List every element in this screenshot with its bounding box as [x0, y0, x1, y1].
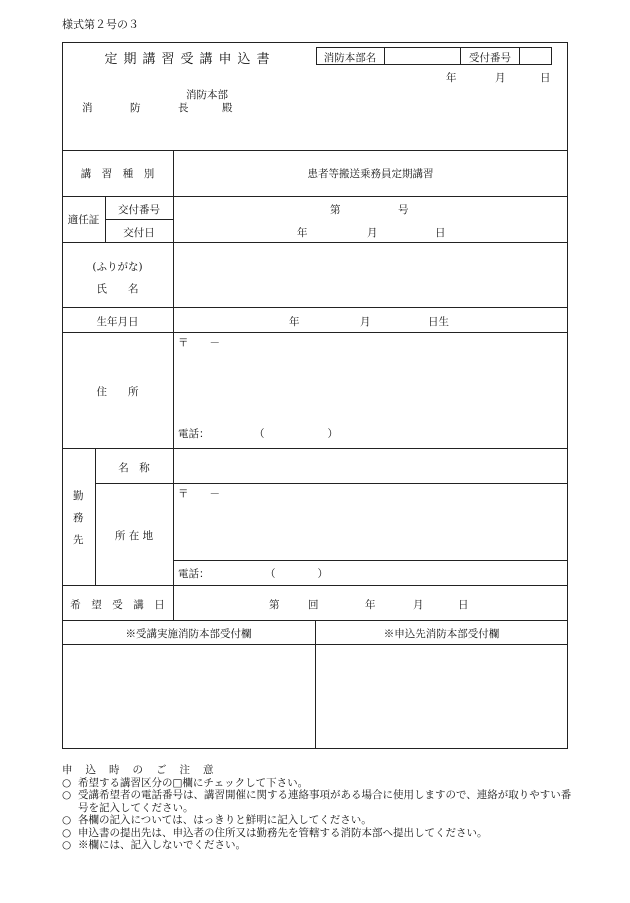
application-notes	[62, 764, 572, 852]
desired-dai: 第	[269, 599, 280, 611]
receipt-no-field[interactable]	[521, 48, 551, 64]
birth-month: 月	[360, 316, 371, 328]
note-text: 申込書の提出先は、申込者の住所又は勤務先を管轄する消防本部へ提出してください。	[78, 826, 488, 839]
hq-name-field[interactable]	[386, 48, 459, 64]
addressee-chief-1: 消	[82, 102, 93, 114]
birth-label: 生年月日	[96, 316, 139, 328]
cert-month: 月	[367, 227, 378, 239]
note-bullet: ○	[62, 839, 72, 851]
form-title: 定期講習受講申込書	[104, 52, 276, 67]
name-field[interactable]	[176, 246, 564, 304]
divider	[519, 47, 520, 65]
note-text: 各欄の記入については、はっきりと鮮明に記入してください。	[78, 814, 372, 826]
birth-day: 日生	[428, 316, 449, 328]
row-line	[173, 560, 568, 561]
desired-date-label: 希 望 受 講 日	[70, 599, 165, 611]
receipt-left-label: ※受講実施消防本部受付欄	[125, 628, 252, 640]
row-line	[95, 483, 568, 484]
row-line	[62, 585, 568, 586]
addressee-chief-4: 殿	[222, 102, 233, 114]
desired-year: 年	[365, 599, 376, 611]
date-year: 年	[446, 72, 457, 84]
cert-dai: 第	[330, 204, 341, 216]
date-month: 月	[495, 72, 506, 84]
form-number: 様式第２号の３	[62, 18, 139, 31]
receipt-no-label: 受付番号	[469, 52, 511, 64]
hq-name-label: 消防本部名	[323, 52, 377, 64]
note-text: ※欄には、記入しないでください。	[78, 839, 246, 851]
note-bullet: ○	[62, 776, 72, 789]
addressee-chief-2: 防	[130, 102, 141, 114]
cert-day: 日	[435, 227, 446, 239]
row-line	[62, 150, 568, 151]
note-item	[62, 827, 572, 840]
desired-month: 月	[413, 599, 424, 611]
work-label-2: 務	[73, 512, 84, 524]
note-text: 希望する講習区分の□欄にチェックして下さい。	[78, 776, 309, 789]
course-type-label: 講 習 種 別	[80, 168, 155, 180]
notes-heading: 申込時のご注意	[62, 764, 227, 776]
address-phone-paren: （ ）	[254, 428, 338, 440]
note-bullet: ○	[62, 814, 72, 826]
work-label-3: 先	[73, 534, 84, 546]
row-line	[105, 219, 173, 220]
note-item	[62, 814, 572, 827]
desired-day: 日	[458, 599, 469, 611]
note-text: 受講希望者の電話番号は、講習開催に関する連絡事項がある場合に使用しますので、連絡が取りやすい番号を記入してください。	[78, 789, 572, 814]
receipt-right-label: ※申込先消防本部受付欄	[383, 628, 500, 640]
address-label: 住 所	[96, 386, 139, 398]
addressee-chief-3: 長	[178, 102, 189, 114]
note-item	[62, 789, 572, 814]
row-line	[62, 307, 568, 308]
note-bullet: ○	[62, 826, 72, 839]
cert-issue-no-label: 交付番号	[118, 204, 160, 216]
note-item	[62, 777, 572, 790]
furigana-label: (ふりがな)	[92, 261, 143, 273]
divider	[384, 47, 385, 65]
work-label-1: 勤	[73, 490, 84, 502]
work-name-label: 名 称	[118, 462, 150, 474]
note-item	[62, 839, 572, 852]
row-line	[62, 448, 568, 449]
address-postal: 〒 －	[178, 337, 220, 349]
work-phone-paren: （ ）	[265, 568, 328, 580]
cert-go: 号	[398, 204, 409, 216]
name-label: 氏 名	[96, 283, 139, 295]
column-line	[173, 150, 174, 620]
cert-issue-date-label: 交付日	[123, 227, 155, 239]
row-line	[62, 332, 568, 333]
address-phone-label: 電話：	[178, 428, 210, 440]
course-type-value: 患者等搬送乗務員定期講習	[307, 168, 434, 180]
work-phone-label: 電話：	[178, 568, 210, 580]
date-day: 日	[540, 72, 551, 84]
cert-year: 年	[297, 227, 308, 239]
work-postal: 〒 －	[178, 488, 220, 500]
row-line	[62, 242, 568, 243]
row-line	[62, 196, 568, 197]
addressee-hq: 消防本部	[186, 89, 228, 101]
birth-year: 年	[289, 316, 300, 328]
cert-label: 適任証	[67, 214, 100, 226]
note-bullet: ○	[62, 789, 72, 801]
desired-kai: 回	[308, 599, 319, 611]
work-location-label: 所 在 地	[114, 530, 154, 542]
